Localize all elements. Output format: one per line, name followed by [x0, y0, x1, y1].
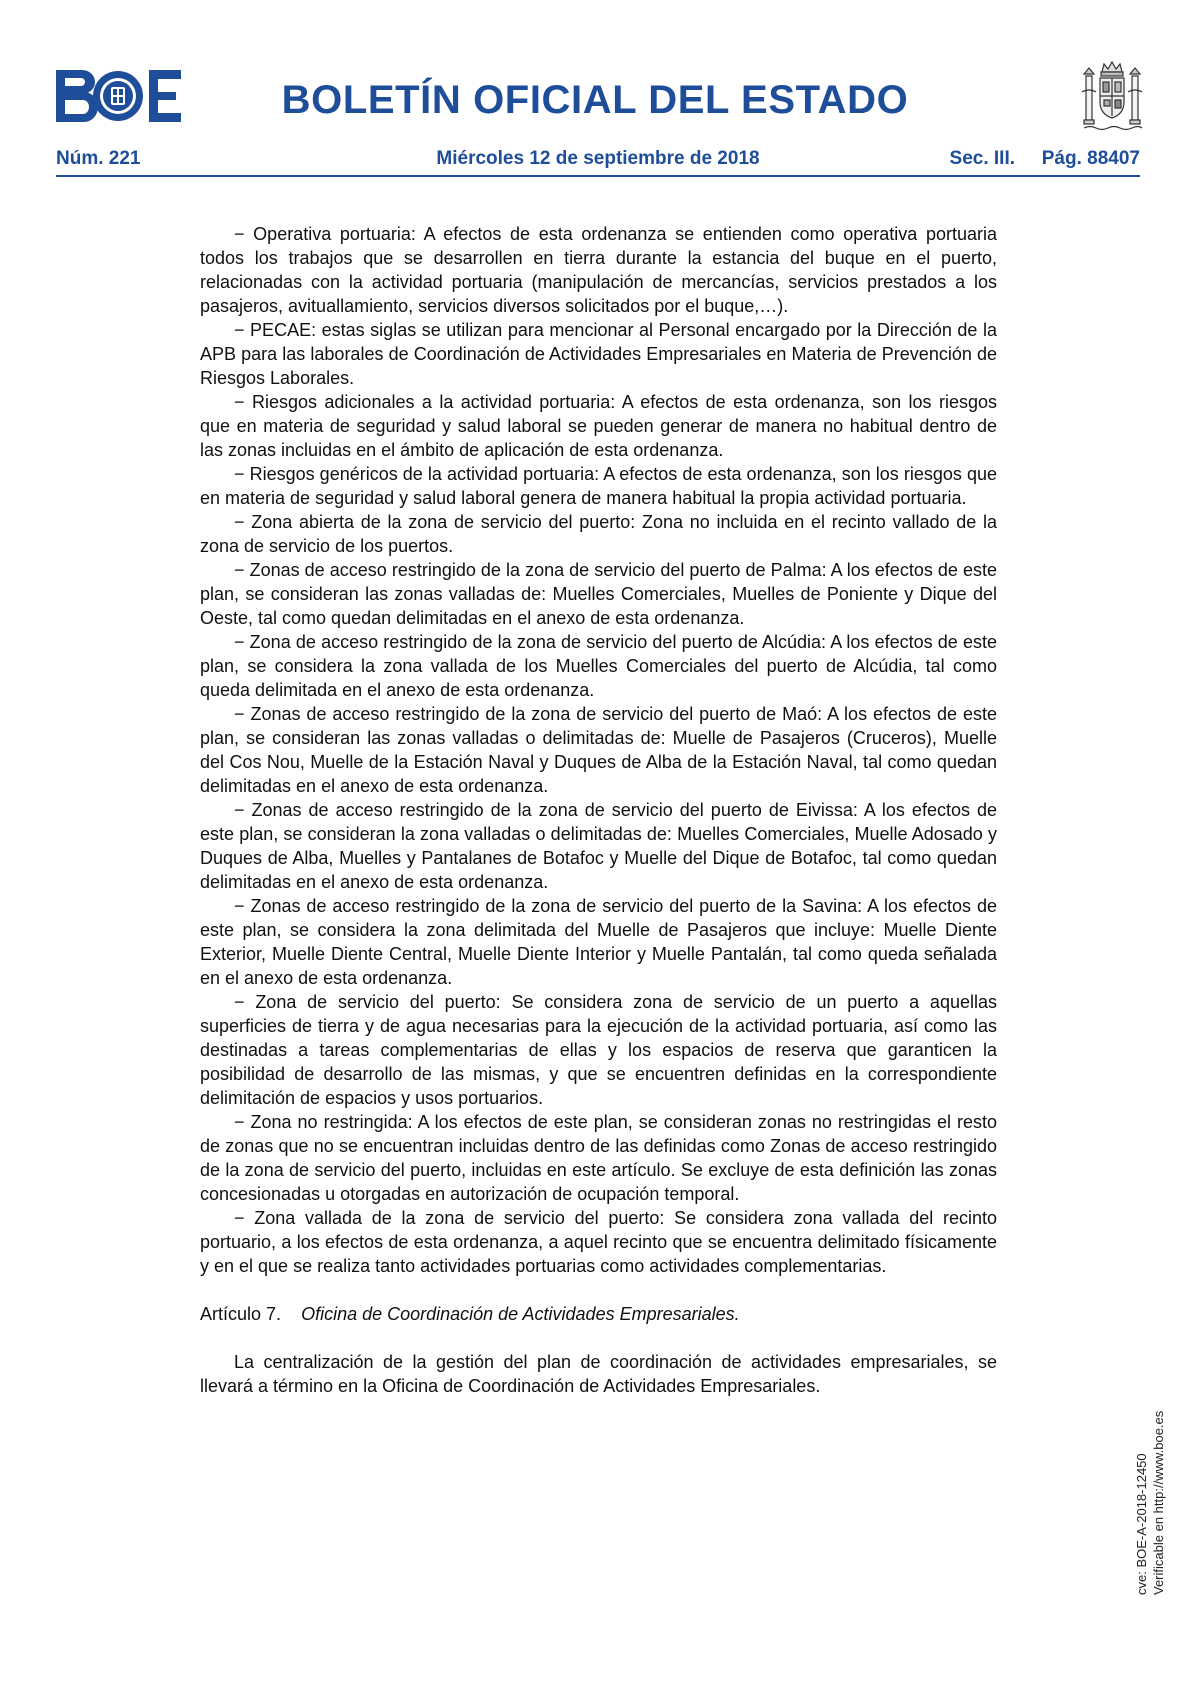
definition-paragraph: − Zona de servicio del puerto: Se considera zona de servicio de un puerto a aquellas superficies de tierra y de agua necesarias para la ejecución de la actividad portuaria, así como las destinadas a tareas complementarias de ellas y los espacios de reserva que garanticen la posibilidad de desarrollo de las mismas, y que se encuentren definidas en la correspondiente delimitación de espacios y usos portuarios. [200, 992, 997, 1108]
page-title: BOLETÍN OFICIAL DEL ESTADO [281, 78, 909, 122]
issue-date: Miércoles 12 de septiembre de 2018 [436, 148, 760, 169]
definition-paragraph: − Zonas de acceso restringido de la zona de servicio del puerto de la Savina: A los efectos de este plan, se considera la zona delimitada del Muelle de Pasajeros que incluye: Muelle Diente Exterior, Muelle Diente Central, Muelle Diente Interior y Muelle Pantalán, tal como queda señalada en el anexo de esta ordenanza. [200, 896, 997, 988]
boe-logo-icon [56, 70, 181, 122]
issue-number: Núm. 221 [56, 148, 141, 169]
verification-note [1133, 1325, 1167, 1595]
definition-paragraph: − Zonas de acceso restringido de la zona de servicio del puerto de Maó: A los efectos de este plan, se consideran las zonas valladas o delimitadas de: Muelle de Pasajeros (Cruceros), Muelle del Cos Nou, Muelle de la Estación Naval y Duques de Alba de la Estación Naval, tal como quedan delimitadas en el anexo de esta ordenanza. [200, 704, 997, 796]
page-number: Pág. 88407 [1041, 148, 1140, 169]
verification-url: Verificable en http://www.boe.es [1151, 1410, 1166, 1595]
coat-of-arms-icon [1080, 58, 1144, 132]
definition-paragraph: − Zonas de acceso restringido de la zona de servicio del puerto de Palma: A los efectos de este plan, se consideran las zonas valladas de: Muelles Comerciales, Muelles de Poniente y Dique del Oeste, tal como quedan delimitadas en el anexo de esta ordenanza. [200, 560, 997, 628]
definition-paragraph: − Operativa portuaria: A efectos de esta ordenanza se entienden como operativa portuaria todos los trabajos que se desarrollen en tierra durante la estancia del buque en el puerto, relacionadas con la actividad portuaria (manipulación de mercancías, servicios prestados a los pasajeros, avituallamiento, servicios diversos solicitados por el buque,…). [200, 224, 997, 316]
definition-paragraph: − PECAE: estas siglas se utilizan para mencionar al Personal encargado por la Dirección de la APB para las laborales de Coordinación de Actividades Empresariales en Materia de Prevención de Riesgos Laborales. [200, 320, 997, 388]
definition-paragraph: − Zonas de acceso restringido de la zona de servicio del puerto de Eivissa: A los efectos de este plan, se consideran la zona valladas o delimitadas de: Muelles Comerciales, Muelle Adosado y Duques de Alba, Muelles y Pantalanes de Botafoc y Muelle del Dique de Botafoc, tal como quedan delimitadas en el anexo de esta ordenanza. [200, 800, 997, 892]
definition-paragraph: − Riesgos adicionales a la actividad portuaria: A efectos de esta ordenanza, son los riesgos que en materia de seguridad y salud laboral se pueden generar de manera no habitual dentro de las zonas incluidas en el ámbito de aplicación de esta ordenanza. [200, 392, 997, 460]
article-heading [200, 1302, 997, 1326]
cve-code: cve: BOE-A-2018-12450 [1134, 1453, 1149, 1595]
article-number: Artículo 7. [200, 1304, 282, 1324]
header-divider [56, 175, 1140, 177]
section-label: Sec. III. [949, 148, 1015, 169]
definition-paragraph: − Zona vallada de la zona de servicio del puerto: Se considera zona vallada del recinto portuario, a los efectos de esta ordenanza, a aquel recinto que se encuentra delimitado físicamente y en el que se realiza tanto actividades portuarias como actividades complementarias. [200, 1208, 997, 1276]
header-meta-row [56, 147, 1140, 171]
article-body-paragraph: La centralización de la gestión del plan de coordinación de actividades empresariales, se llevará a término en la Oficina de Coordinación de Actividades Empresariales. [200, 1352, 997, 1396]
definition-paragraph: − Zona no restringida: A los efectos de este plan, se consideran zonas no restringidas el resto de zonas que no se encuentran incluidas dentro de las definidas como Zonas de acceso restringido de la zona de servicio del puerto, incluidas en este artículo. Se excluye de esta definición las zonas concesionadas u otorgadas en autorización de ocupación temporal. [200, 1112, 997, 1204]
definition-paragraph: − Zona abierta de la zona de servicio del puerto: Zona no incluida en el recinto vallado de la zona de servicio de los puertos. [200, 512, 997, 556]
article-title: Oficina de Coordinación de Actividades Empresariales. [301, 1304, 740, 1324]
definition-paragraph: − Riesgos genéricos de la actividad portuaria: A efectos de esta ordenanza, son los riesgos que en materia de seguridad y salud laboral genera de manera habitual la propia actividad portuaria. [200, 464, 997, 508]
document-body [200, 222, 997, 1398]
definition-paragraph: − Zona de acceso restringido de la zona de servicio del puerto de Alcúdia: A los efectos de este plan, se considera la zona vallada de los Muelles Comerciales del puerto de Alcúdia, tal como queda delimitada en el anexo de esta ordenanza. [200, 632, 997, 700]
